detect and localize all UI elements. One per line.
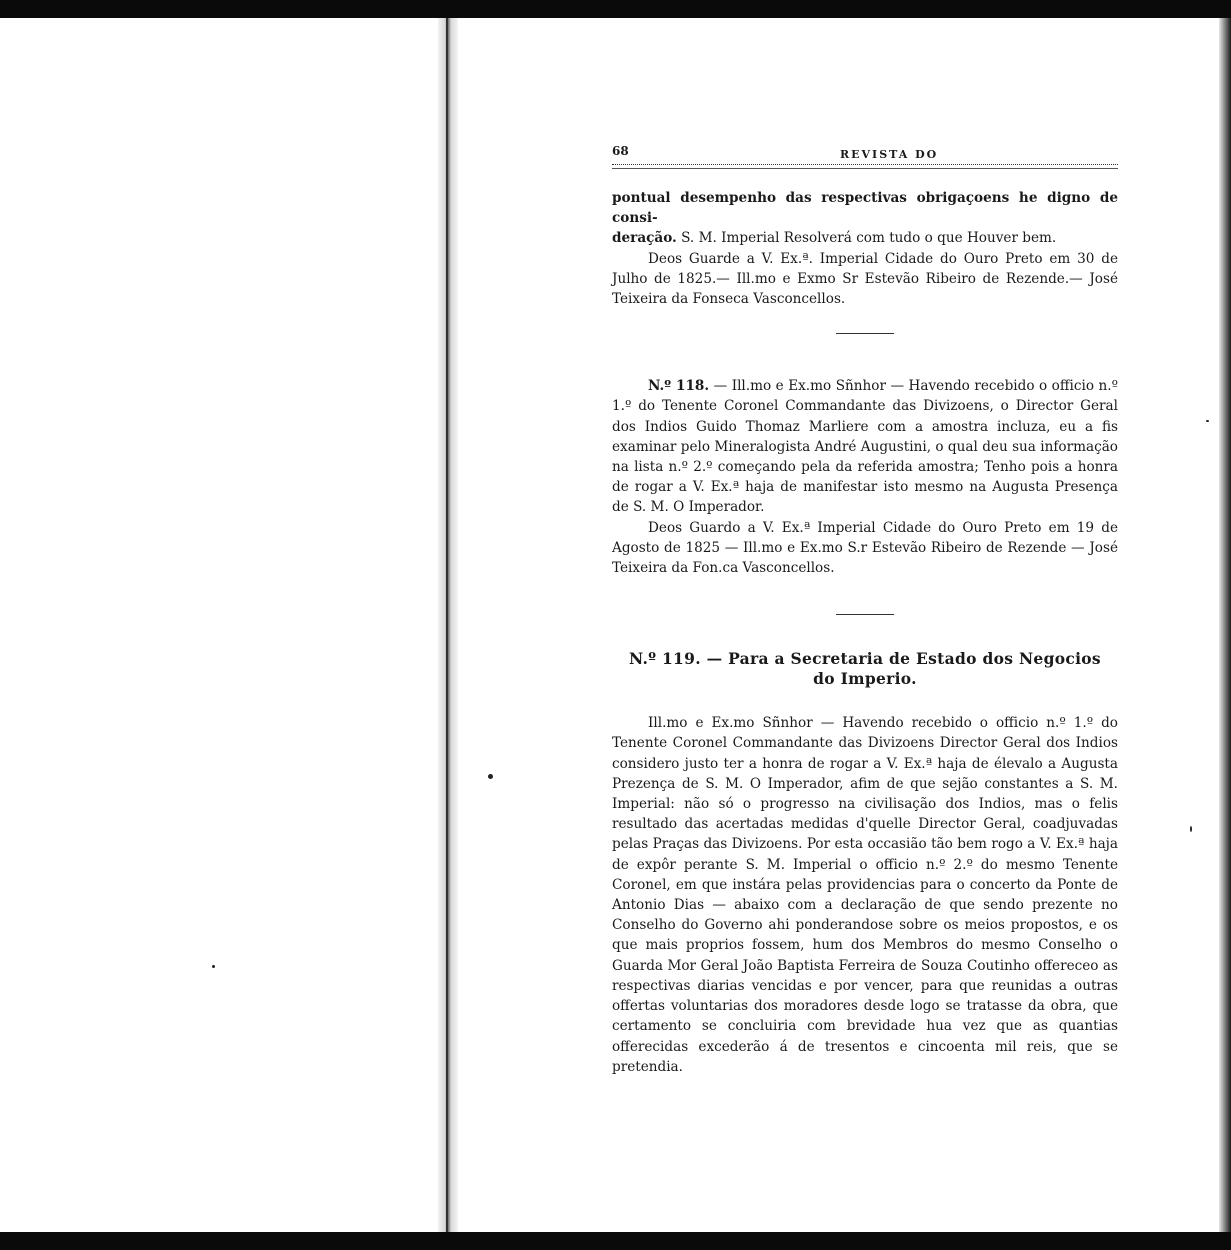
running-header [612, 140, 1118, 166]
document-119-body: Ill.mo e Ex.mo Sñnhor — Havendo recebido o officio n.º 1.º do Tenente Coronel Commandante das Divizoens Director Geral dos Indios considero justo ter a honra de rogar a V. Ex.ª haja de élevalo a Augusta Prezença de S. M. O Imperador, afim de que sejão constantes a S. M. Imperial: não só o progresso na civilisação dos Indios, mas o felis resultado das acertadas medidas d'quelle Director Geral, coadjuvadas pelas Praças das Divizoens. Por esta occasião tão bem rogo a V. Ex.ª haja de expôr perante S. M. Imperial o officio n.º 2.º do mesmo Tenente Coronel, em que instára pelas providencias para o concerto da Ponte de Antonio Dias — abaixo com a declaração de que sendo prezente no Conselho do Governo ahi ponderandose sobre os meios propostos, e os que mais proprios fossem, hum dos Membros do mesmo Conselho o Guarda Mor Geral João Baptista Ferreira de Souza Coutinho offereceo as respectivas diarias vencidas e por vencer, para que reunidas a outras offertas voluntarias dos moradores desde logo se tratasse da obra, que certamento se concluiria com brevidade hua vez que as quantias offerecidas excederão á de tresentos e cincoenta mil reis, que se pretendia. [612, 715, 1118, 1075]
document-number: N.º 118. [648, 378, 710, 395]
header-rule-secondary [612, 168, 1118, 169]
gutter-fold-line [446, 18, 448, 1232]
scan-speck [212, 965, 215, 968]
document-118 [612, 376, 1118, 517]
continuation-bold-word: deração. [612, 230, 677, 247]
scan-speck [1206, 420, 1209, 422]
document-body: — Ill.mo e Ex.mo Sñnhor — Havendo recebido o officio n.º 1.º do Tenente Coronel Commandante das Divizoens, o Director Geral dos Indios Guido Thomaz Marliere com a amostra incluza, eu a fis examinar pelo Mineralogista André Augustini, o qual deu sua informação na lista n.º 2.º começando pela da referida amostra; Tenho pois a honra de rogar a V. Ex.ª haja de manifestar isto mesmo na Augusta Presença de S. M. O Imperador. [612, 378, 1118, 516]
book-page [612, 140, 1118, 1077]
letter-closing: Deos Guardo a V. Ex.ª Imperial Cidade do Ouro Preto em 19 de Agosto de 1825 — Ill.mo e Ex.mo S.r Estevão Ribeiro de Rezende — José Teixeira da Fon.ca Vasconcellos. [612, 519, 1118, 577]
header-rule [612, 164, 1118, 165]
scan-speck [1190, 826, 1192, 832]
continuation-line [612, 228, 1118, 248]
document-119-heading [612, 649, 1118, 689]
scan-speck [488, 774, 493, 779]
page-number: 68 [612, 144, 629, 158]
scan-border-bottom [0, 1232, 1231, 1250]
continuation-line: pontual desempenho das respectivas obrigaçoens he digno de consi- [612, 190, 1118, 227]
page-edge-shadow [1219, 18, 1231, 1232]
heading-line: N.º 119. — Para a Secretaria de Estado dos Negocios [629, 649, 1101, 669]
blank-left-page [0, 18, 438, 1232]
letter-closing: Deos Guarde a V. Ex.ª. Imperial Cidade do Ouro Preto em 30 de Julho de 1825.— Ill.mo e Exmo Sr Estevão Ribeiro de Rezende.— José Teixeira da Fonseca Vasconcellos. [612, 250, 1118, 308]
heading-line: do Imperio. [813, 669, 917, 689]
scan-border-top [0, 0, 1231, 18]
journal-title: REVISTA DO [840, 148, 939, 161]
book-gutter [438, 18, 458, 1232]
continuation-text: S. M. Imperial Resolverá com tudo o que Houver bem. [676, 230, 1057, 247]
